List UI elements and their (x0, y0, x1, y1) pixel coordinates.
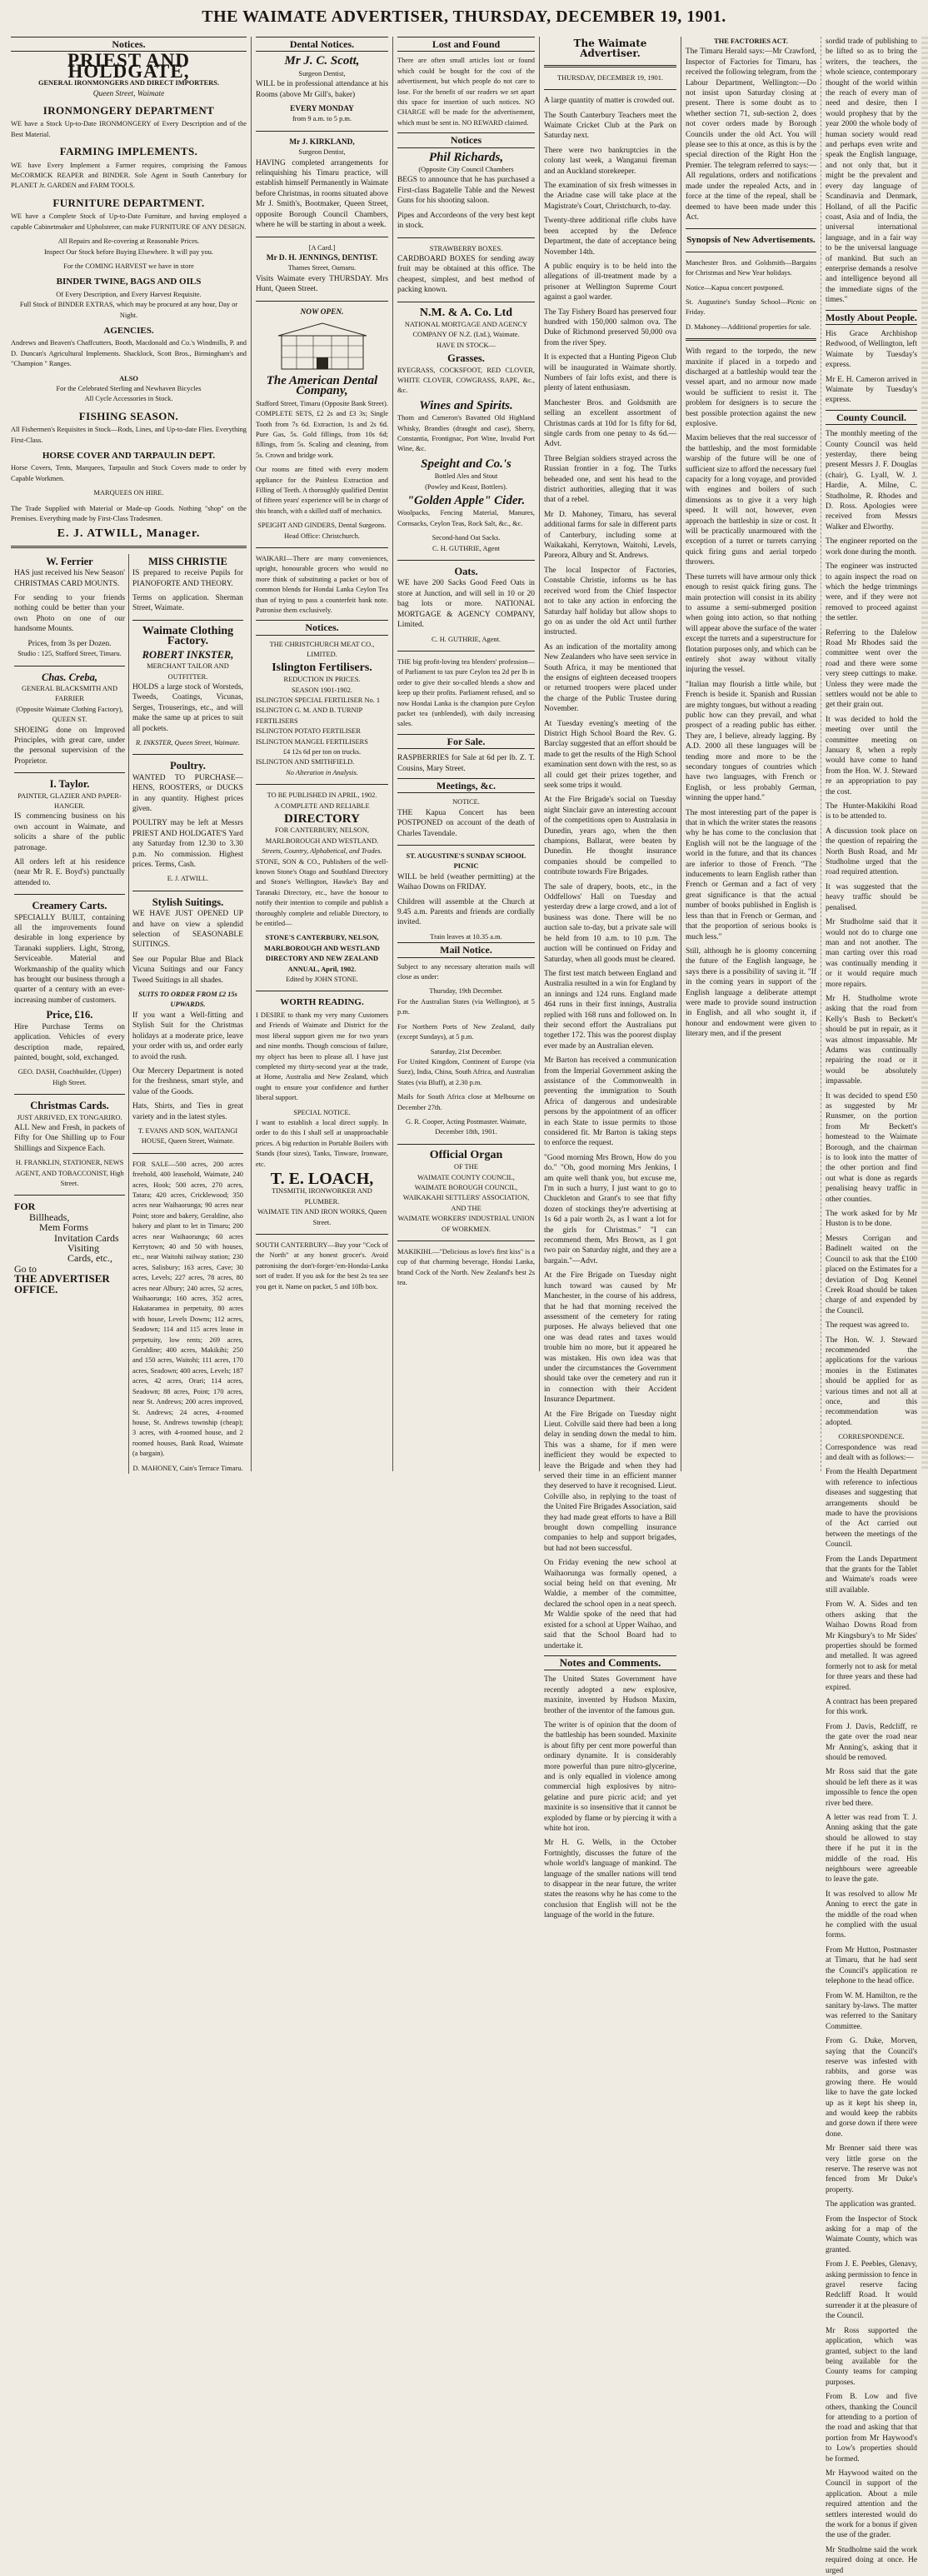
harvest-line-1: For the COMING HARVEST we have in store (63, 262, 194, 270)
inkster-sub: MERCHANT TAILOR AND OUTFITTER. (147, 662, 229, 681)
notes-c5-p2: Maxim believes that the real successor of the battleship, and the most formidable warship of the future will be one of sufficient size to afford the necessary fuel capacity for a long voyage, and provided with engines and boilers of such dimensions as to give it a very high speed. It will not, however, even approach the battleship in size or cost. It will be practically unarmoured with the exception of a turret or turrets carrying quick firing guns and aerial torpedo throwers. (686, 434, 816, 567)
xmas-arrived: JUST ARRIVED, EX TONGARIRO. (17, 1113, 122, 1121)
ferrier-text: HAS just received his New Season' CHRISTMAS CARD MOUNTS. (14, 569, 125, 588)
loach-works: WAIMATE TIN AND IRON WORKS, Queen Street. (257, 1208, 387, 1226)
ferrier-text-2: For sending to your friends nothing could be better than your own Photo on one of our handsome Mounts. (14, 594, 125, 634)
poultry-text-2: POULTRY may be left at Messrs PRIEST AND HOLDGATE'S Yard any Saturday from 12.30 to 3.30 p.m. No commission. Highest prices. Terms, Cash. (132, 819, 243, 869)
special-notice: SPECIAL NOTICE. (293, 1108, 351, 1116)
news-p6: A public enquiry is to be held into the allegations of ill-treatment made by a prisoner at Wellington Supreme Court against a gaol warder. (544, 262, 676, 302)
furniture-repairs: All Repairs and Re-covering at Reasonable Prices. (57, 237, 200, 246)
people-2: Mr E. H. Cameron arrived in Waimate by Tuesday's express. (826, 375, 917, 405)
cc-32: From J. E. Peebles, Glenavy, asking permission to fence in gravel reserve facing Redcliff Road. It would surrender it at the pleasure of the Council. (826, 2260, 917, 2321)
inkster-text: HOLDS a large stock of Worsteds, Tweeds, Coatings, Vicunas, Serges, Trouserings, etc., and will make the same up at prices to suit all pockets. (132, 682, 243, 733)
cc-8: It was suggested that the heavy traffic should be penalised. (826, 882, 917, 912)
agencies-text: Andrews and Beaven's Chaffcutters, Booth, Macdonald and Co.'s Windmills, P. and D. Duncan's Agricultural Implements. Shacklock, Scott Bros., Birmingham's and "Champion " Ranges. (11, 339, 247, 368)
mail-signature: G. R. Cooper, Acting Postmaster. Waimate, December 18th, 1901. (406, 1117, 526, 1136)
priest-holdgate-title: PRIEST AND HOLDGATE, (67, 50, 190, 82)
synopsis-2: Notice—Kapua concert postponed. (686, 283, 784, 292)
column-1-subcolumns (11, 554, 247, 1474)
furniture-inspect: Inspect Our Stock before Buying Elsewhere. It will pay you. (43, 247, 214, 256)
ad-visiting-cards: Visiting Cards, etc., (67, 1242, 112, 1265)
news-p18: Mr Barton has received a communication from the Imperial Government asking the assistance of the Commonwealth in preventing the immigration to South Africa of dangerous and undesirable persons by the appointment of an officer in each State to issue permits to those considered fit. Mr Barton is taking steps to enforce the request. (544, 1056, 676, 1148)
bicycles-line: For the Celebrated Sterling and Newhaven Bicycles (56, 384, 202, 392)
ad-for: FOR (14, 1201, 36, 1213)
now-open: NOW OPEN. (300, 307, 344, 317)
issue-date: THURSDAY, DECEMBER 19, 1901. (556, 73, 664, 82)
worth-reading-heading: WORTH READING. (280, 997, 364, 1008)
fishing-heading: FISHING SEASON. (78, 409, 179, 422)
cc-34: From B. Low and five others, thanking the Council for attending to a portion of the road and asking that that portion from Mr Haywood's to Low's properties should be formed. (826, 2393, 917, 2464)
inkster-signature: R. INKSTER, Queen Street, Waimate. (136, 738, 240, 746)
cc-36: Mr Studholme said the work required doing at once. He urged (826, 2545, 917, 2575)
christie-text-2: Terms on application. Sherman Street, Waimate. (132, 594, 243, 613)
cc-4: Referring to the Dalelow Road Mr Rhodes said the committee went over the road and there were some very steep cuttings to make. Unless they were made the settlers would not be able to get their grain out. (826, 628, 917, 710)
for-sale-header: For Sale. (397, 734, 535, 749)
news-p7: The Tay Fishery Board has preserved four hundred with 150,000 salmon ova. The Duke of Richmond preserved 50,000 ova from the river Spey. (544, 307, 676, 347)
directory-5: STONE'S CANTERBURY, NELSON, MARLBOROUGH AND WESTLAND DIRECTORY AND NEW ZEALAND ANNUAL, April, 1902. (264, 934, 380, 973)
notice-label: NOTICE. (452, 798, 480, 806)
divider (686, 338, 816, 341)
richards-text: BEGS to announce that he has purchased a First-class Bagatelle Table and the Newest Guns for his shooting saloon. (397, 176, 535, 206)
divider (14, 894, 125, 895)
xmas-text: ALL New and Fresh, in packets of Fifty for One Shilling up to Four Shillings and Sixpence Each. (14, 1123, 125, 1153)
stylish-text: WE HAVE JUST OPENED UP and have on view a splendid selection of SEASONABLE SUITINGS. (132, 910, 243, 950)
news-p17: The first test match between England and Australia resulted in a win for England by an innings and 124 runs. England made 464 runs in their first innings, Australia replied with 168 runs and followed on. In their second effort the Australians put together 172. This was the poorest display ever made by an Australian eleven. (544, 969, 676, 1051)
binder-twine: BINDER TWINE, BAGS AND OILS (56, 277, 202, 287)
divider (256, 1234, 388, 1235)
ferrier-prices: Prices, from 3s per Dozen. (27, 639, 112, 648)
cc-30: The application was granted. (826, 2200, 916, 2209)
cc-16: CORRESPONDENCE. (838, 1433, 905, 1441)
notices-header-2: Notices. (256, 620, 388, 635)
cc-21: A contract has been prepared for this work. (826, 1697, 917, 1717)
kirkland-text: HAVING completed arrangements for relinquishing his Timaru practice, will establish himself Permanently in Waimate before Christmas, in rooms situated above Mr J. Smith's, Bootmaker, Queen Street, opposite Borough Council Chambers, where he will be starting in about a week. (256, 158, 388, 230)
cc-10: Mr H. Studholme wrote asking that the road from Kelly's Bush to Beckett's should be put in repair, as it was almost impassable. Mr Adams was continually repairing the road or it would be absolutely impassable. (826, 994, 917, 1086)
divider (686, 228, 816, 229)
divider (256, 131, 388, 132)
organ-5: AND THE (451, 1204, 481, 1212)
divider (11, 546, 247, 548)
price-text: Hire Purchase Terms on application. Vehicles of every description made, repaired, painted, bought, sold, exchanged. (14, 1022, 125, 1062)
creba-text: SHOEING done on Improved Principles, with great care, under the personal supervision of the Proprietor. (14, 726, 125, 766)
notes-p2: The writer is of opinion that the doom of the battleship has been sounded. Maxinite is about fifty per cent more powerful than ordinary dynamite. It is considerably more powerful than pure nitro-glycerine, and is only equalled in violence among commercial high explosives by nitro-gelatine and pure picric acid; and yet maxinite is so insensitive that it cannot be exploded by flame or by piercing it with a white hot iron. (544, 1720, 676, 1833)
notices-header: Notices. (11, 37, 247, 52)
news-p13: As an indication of the mortality among New Zealanders who have seen service in South Africa, it may be mentioned that the ensigns of eighteen deceased troopers or returned troopers were placed under the charge of the Public Trustee during November. (544, 642, 676, 714)
news-p8: It is expected that a Hunting Pigeon Club will be inaugurated in Waimate shortly. Numbers of fair lofts exist, and there is plenty of latent enthusiasm. (544, 353, 676, 393)
mail-1: Subject to any necessary alteration mails will close as under: (397, 962, 535, 981)
people-1: His Grace Archbishop Redwood, of Wellington, left Waimate by Tuesday's express. (826, 329, 917, 370)
xmas-cards-name: Christmas Cards. (30, 1100, 109, 1112)
ad-invitation-cards: Invitation Cards (54, 1231, 119, 1244)
directory-4: Streets, Country, Alphabetical, and Trades. (262, 847, 382, 856)
loach-sub: TINSMITH, IRONWORKER AND PLUMBER. (272, 1187, 372, 1206)
cc-15: The Hon. W. J. Steward recommended the applications for the various monies in the Estimates should be applied for as various times and not all at once, and this recommendation was adopted. (826, 1335, 917, 1427)
notes-comments-header: Notes and Comments. (544, 1655, 676, 1670)
ironmongery-heading: IRONMONGERY DEPARTMENT (42, 104, 215, 117)
news-p21: At the Fire Brigade on Tuesday night Lieut. Colville said there had been a long delay in sending down the medal to him. This was a shame, for if men were inefficient they would be expected to leave the Brigade and when they had served their time in an efficient manner they deserved to have it recognised. Lieut. Colville also, in replying to the toast of the United Fire Brigades Association, said they had made great efforts to have a Bill brought down compelling insurance companies to help and support brigades, but had not been successful. (544, 1410, 676, 1553)
dental-building-illustration (277, 321, 368, 372)
divider (397, 845, 535, 846)
american-dental-sub: Stafford Street, Timaru (Opposite Bank Street). (256, 399, 388, 407)
mail-notice-header: Mail Notice. (397, 942, 535, 957)
factories-act-text: The Timaru Herald says:—Mr Crawford, Inspector of Factories for Timaru, has received the following telegram, from the Labour Department, Wellington:—Do not insist upon Saturday closing at present. There is some doubt as to whether section 71, sub-section 2, does not cover orders made by Borough Councils under the old Act. You will please see to this at once, as this is by the special direction of the Right Hon the Premier. The telegram referred to says:—All regulations, orders and notifications made under the repealed Acts, and in force at the time of the repeal, shall be deemed to have been made under this Act. (686, 47, 816, 222)
notices-header-3: Notices (397, 132, 535, 147)
scott-text: WILL be in professional attendance at his Rooms (above Mr Gill's, baker) (256, 80, 388, 99)
worth-reading-text-3: I want to establish a local direct supply. In order to do this I shall sell at unapproachable prices. A big reduction in Portable Boilers with Stands (four sizes), Tanks, Tinware, Ironware, etc. (256, 1118, 388, 1168)
taylor-text: IS commencing business on his own account in Waimate, and solicits a share of the public patronage. (14, 812, 125, 852)
news-p3: There were two bankruptcies in the colony last week, a Wanganui fireman and an Auckland storekeeper. (544, 146, 676, 176)
cider-oat-sacks: Second-hand Oat Sacks. (432, 534, 501, 542)
divider (132, 1153, 243, 1154)
cc-12: The work asked for by Mr Huston is to be done. (826, 1210, 917, 1229)
lost-found-text: There are often small articles lost or found which could be bought for the cost of the advertisement, but which people do not care to lose. For the benefit of our readers we set apart this space for insertion of such notices. NO CHARGE will be made for the advertisement, which must be sent in. NO REWARD claimed. (397, 57, 535, 127)
divider (132, 754, 243, 755)
richards-text-2: Pipes and Accordeons of the very best kept in stock. (397, 211, 535, 231)
christie-text: IS prepared to receive Pupils for PIANOFORTE AND THEORY. (132, 569, 243, 588)
taylor-text-2: All orders left at his residence (near Mr R. E. Boyd's) punctually attended to. (14, 858, 125, 887)
cycle-accessories: All Cycle Accessories in Stock. (84, 395, 173, 403)
divider (132, 620, 243, 621)
islington-2: SEASON 1901-1902. (291, 686, 353, 694)
people-header: Mostly About People. (826, 310, 917, 325)
divider (256, 784, 388, 785)
trade-text: The Trade Supplied with Material or Made-up Goods. Nothing "shop" on the Premises. Everything made by First-Class Tradesmen. (11, 504, 247, 523)
divider (14, 1195, 125, 1196)
islington-6: ISLINGTON MANGEL FERTILISERS (256, 737, 368, 746)
loach-name: T. E. LOACH, (270, 1169, 374, 1188)
cc-26: From Mr Hutton, Postmaster at Timaru, that he had sent the Council's application re telephone to the head office. (826, 1945, 917, 1986)
synopsis-1: Manchester Bros. and Goldsmith—Bargains for Christmas and New Year holidays. (686, 258, 816, 277)
mail-2: Thursday, 19th December. (429, 987, 503, 996)
notes-p1: The United States Government have recently adopted a new explosive, maxinite, invented by Hudson Maxim, brother of the inventor of the famous gun. (544, 1675, 676, 1715)
cc-23: Mr Ross said that the gate should be left there as it was impossible to fence the open river bed there. (826, 1768, 917, 1808)
cc-18: From the Health Department with reference to infectious diseases and suggesting that arrangements should be made to have the provisions of the Act carried out between the meetings of the Council. (826, 1468, 917, 1550)
cc-17: Correspondence was read and dealt with as follows:— (826, 1443, 917, 1462)
poultry-signature: E. J. ATWILL. (167, 875, 209, 883)
ad-go-to: Go to (14, 1262, 37, 1275)
divider (14, 772, 125, 773)
creba-address: (Opposite Waimate Clothing Factory), QUEEN ST. (16, 705, 123, 724)
horse-cover-text: Horse Covers, Tents, Marquees, Tarpaulin and Stock Covers made to order by Capable Workmen. (11, 464, 247, 482)
nma-name: N.M. & A. Co. Ltd (419, 306, 513, 319)
notes-c5-p3: These turrets will have armour only thick enough to resist quick firing guns. The main protection will consist in its ability to assume a semi-submerged position when going into action, so that nothing will appear above the surface of the water except the turrets and a superstructure for flotation purposes only, and which can be entirely shot away without vitally injuring the vessel. (686, 572, 816, 675)
cc-22: From J. Davis, Redcliff, re the gate over the road near Mr Anning's, asking that it should be removed. (826, 1722, 917, 1762)
divider (397, 560, 535, 561)
column-5 (681, 37, 821, 1471)
strawberry-heading: STRAWBERRY BOXES. (429, 244, 503, 252)
news-p10: Three Belgian soldiers strayed across the Russian frontier in a fog. The Turks beheaded one, and sent his head to the district authorities, alleging that it was that of a rebel. (544, 454, 676, 505)
stylish-text-5: Our Mercery Department is noted for the freshness, smart style, and value of the Goods. (132, 1066, 243, 1096)
clothing-factory-name: Waimate Clothing Factory. (142, 624, 234, 648)
nma-in-stock: HAVE IN STOCK— (437, 341, 496, 349)
card-label: [A Card.] (308, 243, 336, 252)
cc-35: Mr Haywood waited on the Council in support of the application. About a mile required attention and the settlers interested would do the work for a bonus if given the use of the grader. (826, 2469, 917, 2540)
islington-5: ISLINGTON POTATO FERTILISER (256, 727, 362, 736)
news-p4: The examination of six fresh witnesses in the Ariadne case will take place at the Magistrate's Court, Christchurch, to-day. (544, 182, 676, 211)
column-4 (539, 37, 681, 1920)
strawberry-text: CARDBOARD BOXES for sending away fruit may be obtained at this office. The cheapest, simplest, and best method of packing known. (397, 254, 535, 295)
notes-c5-p5: The most interesting part of the paper is that in which the writer states the reasons why he has come to the conclusion that English will not be the language of the world in the future, and that its chances are inferior to those of French. "The inducements to learn English rather than French or German and a fact of very great significance is that the actual number of books published in English is less than that in French or German, and that the proportion of serious books is much less." (686, 808, 816, 941)
oats-heading: Oats. (454, 566, 478, 578)
county-council-header: County Council. (826, 410, 917, 425)
synopsis-3: St. Augustine's Sunday School—Picnic on Friday. (686, 297, 816, 317)
creba-name: Chas. Creba, (41, 671, 98, 683)
cc-14: The request was agreed to. (826, 1321, 910, 1330)
scott-every-monday: EVERY MONDAY (290, 105, 354, 114)
divider (14, 1094, 125, 1095)
stylish-suits: SUITS TO ORDER FROM £2 15s UPWARDS. (138, 991, 237, 1009)
oats-signature: C. H. GUTHRIE, Agent. (431, 635, 501, 643)
cc-19: From the Lands Department that the grants for the Tablet and Waimate's roads were still available. (826, 1555, 917, 1595)
richards-sub: (Opposite City Council Chambers (418, 166, 514, 174)
cc-28: From G. Duke, Morven, saying that the Council's reserve was infested with rabbits, and gorse was growing there. He would like to have the gate locked up as it kept his sheep in, and would keep the rabbits and gorse down if there were done. (826, 2037, 917, 2139)
meetings-header: Meetings, &c. (397, 778, 535, 793)
farming-text: WE have Every Implement a Farmer requires, comprising the Famous McCORMICK REAPER and BINDER. Sole Agent in South Canterbury for PLANET Jr. GARDEN and FARM TOOLS. (11, 161, 247, 190)
subcolumn-left (11, 554, 128, 1474)
taylor-sub: PAINTER, GLAZIER AND PAPER-HANGER. (17, 791, 122, 810)
ironmongery-text: WE have a Stock Up-to-Date IRONMONGERY of Every Description and of the Best Material. (11, 120, 247, 138)
ad-billheads: Billheads, (29, 1211, 70, 1223)
news-p5: Twenty-three additional rifle clubs have been accepted by the Defence Department, the date of acceptance being November 14th. (544, 217, 676, 257)
islington-1: REDUCTION IN PRICES. (283, 676, 361, 684)
islington-name: Islington Fertilisers. (272, 661, 372, 674)
page-edge (921, 37, 928, 1471)
speight-name: Speight and Co.'s (421, 457, 511, 471)
cc-7: A discussion took place on the question of repairing the North Bush Road, and Mr Studholme urged that the road required attention. (826, 826, 917, 877)
news-p11: Mr D. Mahoney, Timaru, has several additional farms for sale in different parts of Canterbury, including some at Waikakahi, Kerrytown, Waitohi, Levels, Pareora, Albury and St. Andrews. (544, 510, 676, 561)
column-1 (7, 37, 251, 1471)
harvest-line-4: Full Stock of BINDER EXTRAS, which may be procured at any hour, Day or Night. (19, 301, 238, 319)
mail-7: Mails for South Africa close at Melbourne on December 27th. (397, 1093, 535, 1111)
golden-apple-cider: "Golden Apple" Cider. (407, 494, 526, 508)
agencies-heading: AGENCIES. (103, 325, 154, 336)
kirkland-name: Mr J. KIRKLAND, (289, 137, 355, 147)
notes-c5-p4: "Italian may flourish a little while, but French is beside it. Spanish and Russian are mighty tongues, but without a reading public how can they prevail, and what prospect of a reading public has either. They are, I believe, already lagging. By A.D. 2000 all these languages will be tending more and more to be the secondary tongues of countries which have two languages, with French or English, or less probably German, winning the upper hand." (686, 680, 816, 803)
kirkland-sub: Surgeon Dentist, (298, 148, 346, 157)
organ-2: WAIMATE COUNTY COUNCIL, (417, 1173, 515, 1181)
divider (544, 89, 676, 90)
cider-text: Woolpacks, Fencing Material, Manures, Cornsacks, Ceylon Teas, Rock Salt, &c., &c. (397, 509, 535, 527)
notes-c5-p6: Still, although he is gloomy concerning the future of the English language, he says there is a possibility of saving it. "If in the coming years in support of the English language a deliberate attempt were made to provide sound instruction in English, and all who sought it, if honour and endowment were given to literary men, and if the present (686, 946, 816, 1039)
speight-sub: Bottled Ales and Stout (434, 472, 498, 481)
picnic-train: Train leaves at 10.35 a.m. (430, 932, 502, 941)
column-6 (821, 37, 921, 2575)
news-p14: At Tuesday evening's meeting of the District High School Board the Rev. G. Barclay suggested that an effort should be made to get the results of the High School examination sent down with the rest, so as all could get their prizes together, and seek some trips it would. (544, 719, 676, 790)
news-p20: At the Fire Brigade on Tuesday night lunch toward was caused by Mr Manchester, in the course of his address, that he had that morning received the assessment of the cemetery for rating purposes. He always believed that one one was dead rates and taxes would trouble him no more, but it appeared he was mistaken. His own idea was that under the circumstances the Government should take over the cemetery and run it in connection with their Accident Insurance Department. (544, 1271, 676, 1405)
ad-mem-forms: Mem Forms (39, 1221, 89, 1234)
islington-4: ISLINGTON G. M. AND B. TURNIP FERTILISERS (256, 706, 362, 725)
cc-27: From W. M. Hamilton, re the sanitary by-laws. The matter was referred to the Sanitary Committee. (826, 1991, 917, 2031)
cc-20: From W. A. Sides and ten others asking that the Waihao Downs Road from Mr Kingsbury's to Mr Sides' properties should be formed and metalled. It was agreed formerly not to ask for metal for three years and these had expired. (826, 1600, 917, 1692)
divider (256, 301, 388, 302)
mail-5: Saturday, 21st December. (430, 1047, 502, 1056)
cc-29: Mr Brenner said there was very little gorse on the reserve. The reserve was not fenced from Mr Duke's property. (826, 2144, 917, 2194)
directory-2: A COMPLETE AND RELIABLE (274, 801, 370, 810)
stylish-text-4: If you want a Well-fitting and Stylish Suit for the Christmas holidays at a moderate price, leave your order with us, and order early to avoid the rush. (132, 1011, 243, 1061)
synopsis-4: D. Mahoney—Additional properties for sale. (686, 322, 811, 331)
american-dental-name: The American Dental Company, (266, 373, 378, 398)
organ-4: WAIKAKAHI SETTLERS' ASSOCIATION, (402, 1194, 530, 1202)
harvest-line-3: Of Every Description, and Every Harvest Requisite. (56, 290, 202, 298)
directory-text: STONE, SON & CO., Publishers of the well-known Stone's Otago and Southland Directory and Stone's Wellington, Hawke's Bay and Taranaki Directory, etc., have the honour to notify their intention to compile and publish a thoroughly complete and reliable Directory, to be entitled— (256, 857, 388, 928)
inkster-name: ROBERT INKSTER, (142, 648, 234, 661)
divider (397, 1144, 535, 1145)
official-organ-heading: Official Organ (429, 1148, 503, 1161)
islington-9: No Alteration in Analysis. (286, 768, 358, 776)
farms-signature: D. MAHONEY, Cain's Terrace Timaru. (132, 1464, 243, 1472)
directory-6: Edited by JOHN STONE. (286, 976, 358, 984)
news-p12: The local Inspector of Factories, Constable Christie, informs us he has received word from the Chief Inspector not to take any action in enforcing the Saturday half holiday but allow shops to go on as under the old Act until further instructed. (544, 566, 676, 637)
jennings-name: Mr D. H. JENNINGS, DENTIST. (266, 253, 378, 262)
ferrier-name: W. Ferrier (46, 555, 93, 567)
stylish-text-6: Hats, Shirts, and Ties in great variety and in the latest styles. (132, 1102, 243, 1121)
poultry-name: Poultry. (170, 760, 206, 772)
price-signature: GEO. DASH, Coachbuilder, (Upper) High Street. (17, 1068, 122, 1086)
subcolumn-right (128, 554, 247, 1474)
firm-address: Queen Street, Waimate (92, 89, 165, 98)
cc-24: A letter was read from T. J. Anning asking that the gate should be allowed to stay there if he put it in the middle of the road. His neighbours were agreeable to leave the gate. (826, 1814, 917, 1885)
mail-4: For Northern Ports of New Zealand, daily (except Sundays), at 5 p.m. (397, 1022, 535, 1041)
wines-text: Thom and Cameron's Bavatted Old Highland Whisky, Brandies (draught and case), Sherry, Constantia, Frontignac, Port Wine, Invalid Port Wine, &c. (397, 414, 535, 453)
picnic-heading: ST. AUGUSTINE'S SUNDAY SCHOOL PICNIC (406, 852, 526, 871)
organ-6: WAIMATE WORKERS' INDUSTRIAL UNION OF WORKMEN. (397, 1215, 535, 1233)
organ-3: WAIMATE BOROUGH COUNCIL, (414, 1183, 518, 1191)
creamery-text: SPECIALLY BUILT, containing all the improvements found desirable in long experience by Taranaki suppliers. Light, Strong, Serviceable. Material and Workmanship of the quality which has brought our business through a quarter of a century with an ever-increasing number of customers. (14, 913, 125, 1005)
wines-heading: Wines and Spirits. (419, 398, 513, 412)
american-dental-signature: SPEIGHT AND GINDERS, Dental Surgeons. Head Office: Christchurch. (257, 522, 387, 540)
farms-for-sale-text: FOR SALE—500 acres, 200 acres freehold, 400 leasehold, Waimate, 240 acres, Hook; 500 acres, 270 acres, Tatara; 420 acres, Cricklewood; 350 acres near Waihaorunga; 90 acres near Point; store and bakery, Geraldine, also bakery and plant to let in Timaru; 200 acres near Waihaorunga; 60 acres Kerrytown; 40 and 50 with houses, etc., near Waitohi railway station; 230 acres, Salisbury; 163 acres, Cave; 30 acres, Levels; 227 acres, 78 acres, 80 acres near Albury; 240 acres, 52 acres, Waihaorunga; 160 acres, 352 acres, Hakataramea in perpetuity, 80 acres with house, Levels Downs; 112 acres, Seadown; 114 and 115 acres lease in perpetuity, low rents; 269 acres, Geraldine; 400 acres, Makikihi; 250 and 150 acres, Waitohi; 111 acres, 170 acres, Seadown; 400 acres, Levels; 187 acres, 42 acres, Orari; 114 acres, Seadown; 88 acres, Point; 170 acres, near St. Andrews; 200 acres improved, St. Andrews; 24 acres, 4-roomed house, St. Andrews township (cheap); 3 acres, with 4-roomed house, and 2 roomed houses, Bank Road, Waimate (a bargain). (132, 1160, 243, 1458)
creba-sub: GENERAL BLACKSMITH AND FARRIER (21, 684, 118, 703)
directory-1: TO BE PUBLISHED IN APRIL, 1902. (267, 791, 377, 800)
cc-9: Mr Studholme said that it would not do to charge one man and not another. The man carting over this road was continually mending it or it would require much more repairs. (826, 918, 917, 989)
farming-heading: FARMING IMPLEMENTS. (59, 145, 198, 158)
manager-signature: E. J. ATWILL, Manager. (57, 527, 201, 541)
cc-3: The engineer was instructed to again inspect the road on which the hedge trimmings were, and if they were not removed to proceed against the settler. (826, 562, 917, 623)
islington-8: ISLINGTON AND SMITHFIELD. (256, 758, 355, 766)
cc-6: The Hunter-Makikihi Road is to be attended to. (826, 802, 917, 821)
cc-2: The engineer reported on the work done during the month. (826, 537, 917, 557)
news-p19: "Good morning Mrs Brown, How do you do." "Oh, good morning Mrs Jenkins, I am quite well thank you, but excuse me, I'm in such a hurry, I just want to go to Chuckleton and Grant's to see that fifty dozen of stockings they're advertising at 1s 6d a pair worth 2s, as I want a lot for the girls for Christmas." "I can recommend them, Mrs Brown, as I got two pair on Saturday night, and they are a bargain."—Advt. (544, 1153, 676, 1266)
scott-hours: from 9 a.m. to 5 p.m. (292, 115, 352, 123)
factories-act-heading: THE FACTORIES ACT. (714, 37, 788, 45)
makikihi-text: MAKIKIHI.—"Delicious as love's first kiss" is a cup of that charming beverage, Hondai Lanka, brand Cock of the North. New Zealand's best 2s tea. (397, 1248, 535, 1287)
also-label: ALSO (119, 374, 138, 382)
scott-sub: Surgeon Dentist, (298, 69, 346, 77)
oats-text: WE have 200 Sacks Good Feed Oats in store at Junction, and will sell in 10 or 20 bag lots or more. NATIONAL MORTGAGE & AGENCY COMPANY, Limited. (397, 579, 535, 630)
poultry-text: WANTED TO PURCHASE— HENS, ROOSTERS, or DUCKS in any quantity. Highest prices given. (132, 773, 243, 813)
furniture-heading: FURNITURE DEPARTMENT. (52, 196, 205, 209)
news-p22: On Friday evening the new school at Waihaorunga was formally opened, a social being held on that evening. Mr Waldie, a member of the committee, declared the school open in a neat speech. Mr Waldie spoke of the need that had existed for a school at Upper Waihao, and said that the School Board had to undertake it. (544, 1559, 676, 1650)
cc-13: Messrs Corrigan and Badinelt waited on the Council to ask that the £100 placed on the Estimates for a deviation of Dog Kennel Creek Road should be taken charge of and expended by the Council. (826, 1234, 917, 1315)
cider-signature: C. H. GUTHRIE, Agent (432, 544, 500, 552)
cc-1: The monthly meeting of the County Council was held yesterday, there being present Messrs J. F. Douglas (chair), G. Lyall, W. J. Hardie, A. Milne, C. Studholme, R. Rhodes and D. Ross. Apologies were received from Messrs Walker and Elworthy. (826, 430, 917, 532)
synopsis-heading: Synopsis of New Advertisements. (686, 235, 816, 246)
divider (256, 547, 388, 548)
directory-name: DIRECTORY (284, 811, 360, 826)
stylish-name: Stylish Suitings. (152, 896, 224, 908)
divider (544, 65, 676, 67)
christchurch-meat: THE CHRISTCHURCH MEAT CO., LIMITED. (269, 640, 375, 659)
news-p2: The South Canterbury Teachers meet the Waimate Cricket Club at the Park on Saturday next. (544, 111, 676, 141)
south-canterbury-tea-text: SOUTH CANTERBURY—Buy your "Cock of the North" at any honest grocer's. Avoid patronising the don't-forget-'em-Hondai-Lanka sort of trader. If you ask for the best 2s tea see you get it. Name on packet, 5 and 10lb box. (256, 1241, 388, 1290)
column-3 (392, 37, 539, 1471)
notes-c5-p1: With regard to the torpedo, the new maxinite if placed in a torpedo and discharged at a battleship would tear the vessel apart, and no armour now made would be sufficient to resist it. The problem for designers is to secure the best possible protection against the new explosive. (686, 347, 816, 428)
richards-name: Phil Richards, (428, 150, 504, 164)
column-2 (251, 37, 392, 1471)
directory-3: FOR CANTERBURY, NELSON, MARLBOROUGH AND WESTLAND. (265, 826, 379, 845)
scott-name: Mr J. C. Scott, (284, 54, 360, 68)
furniture-text: WE have a Complete Stock of Up-to-Date Furniture, and having employed a capable Cabinetmaker and Upholsterer, can make FURNITURE OF ANY DESIGN. (11, 212, 247, 231)
cc-25: It was resolved to allow Mr Anning to erect the gate in the middle of the road when he complied with the usual forms. (826, 1890, 917, 1940)
taylor-name: I. Taylor. (49, 778, 90, 791)
dental-header: Dental Notices. (256, 37, 388, 52)
mail-6: For United Kingdom, Continent of Europe (via Suez), India, China, South Africa, and Australian States (via Bluff), at 2.30 p.m. (397, 1057, 535, 1086)
jennings-sub: Thames Street, Oamaru. (287, 264, 357, 272)
news-p16: The sale of drapery, boots, etc., in the Oddfellows' Hall on Tuesday and yesterday drew a large crowd, and a lot of business was done. There will be no auction sale to-day, but a private sale will be held from 10 a.m. to 10 p.m. The auction will be continued on Friday and Saturday, when all goods must be cleared. (544, 882, 676, 964)
picnic-text-2: Children will assemble at the Church at 9.45 a.m. Parents and friends are cordially invited. (397, 897, 535, 927)
organ-1: OF THE (454, 1163, 478, 1171)
christie-name: MISS CHRISTIE (148, 555, 227, 567)
raspberries-text: RASPBERRIES for Sale at 6d per lb. Z. T. Cousins, Mary Street. (397, 754, 535, 773)
xmas-signature: H. FRANKLIN, STATIONER, NEWS AGENT, AND TOBACCONIST, High Street. (15, 1159, 124, 1187)
cc-33: Mr Ross supported the application, which was granted, subject to the land being available for the County teams for camping purposes. (826, 2326, 917, 2387)
stylish-signature: T. EVANS AND SON, WAITANGI HOUSE, Queen Street, Waimate. (137, 1126, 238, 1146)
fishing-text: All Fishermen's Requisites in Stock—Rods, Lines, and Up-to-date Flies. Everything First-Class. (11, 426, 247, 444)
cc-5: It was decided to hold the meeting over until the committee meeting on January 8, when a reply would have come to hand from the Hon. W. J. Steward re an appropriation to pay the cost. (826, 715, 917, 796)
news-p15: At the Fire Brigade's social on Tuesday night Sinclair gave an interesting account of the competitions open to Australasia in Dunedin, years ago, when the then champions, Ballarat, were beaten by Dunedin. He thought insurance companies should be compelled to contribute towards Fire Brigades. (544, 796, 676, 877)
jennings-text: Visits Waimate every THURSDAY. Mrs Hunt, Queen Street. (256, 274, 388, 294)
lost-found-header: Lost and Found (397, 37, 535, 52)
ferrier-studio: Studio : 125, Stafford Street, Timaru. (17, 650, 122, 658)
masthead (0, 0, 928, 33)
price-name: Price, £16. (46, 1009, 93, 1021)
creamery-name: Creamery Carts. (32, 900, 107, 912)
grasses-text: RYEGRASS, COCKSFOOT, RED CLOVER, WHITE CLOVER, COWGRASS, RAPE, &c., &c. (397, 366, 535, 395)
news-p1: A large quantity of matter is crowded out. (544, 97, 675, 106)
notes-c6-continued: sordid trade of publishing to be lifted so as to bring the writers, the teachers, the whole science, contemporary thought of the world within the reach of every man of need and desire, then I would prophesy that by the year 2000 the whole body of human society would read and perhaps even write and speak the English language, and not only that, but it might be the prevalent and every day language of Scandinavia and Denmark, Holland, of all the Pacific coast, Asia and of India, the universal international language, and in a fair way to be the universal language of mankind. But such an enterprise demands a resolve and intelligence beyond all the immediate signs of the times." (826, 37, 917, 305)
cc-31: From the Inspector of Stock asking for a map of the Waimate County, which was granted. (826, 2214, 917, 2254)
kapua-text: THE Kapua Concert has been POSTPONED on account of the death of Charles Tavendale. (397, 808, 535, 838)
newspaper-nameplate: The Waimate Advertiser. (573, 37, 647, 60)
picnic-text: WILL be held (weather permitting) at the Waihao Downs on FRIDAY. (397, 872, 535, 892)
waikari-tea-text: WAIKARI—There are many conveniences, upright, honourable grocers who would no more think of substituting a packet or box of common blends for Hondai Lanka Ceylon Tea than of trying to pass a counterfeit bank note. Patronise them exclusively. (256, 555, 388, 615)
nma-sub: NATIONAL MORTGAGE AND AGENCY COMPANY OF N.Z. (Ltd.), Waimate. (404, 320, 528, 339)
american-dental-text-2: Our rooms are fitted with every modern appliance for the Painless Extraction and Filling of Teeth. A thoroughly qualified Dentist of fifteen years' experience will be in charge of this branch, with a skilled staff of mechanics. (256, 466, 388, 515)
masthead-title: THE WAIMATE ADVERTISER, THURSDAY, DECEMBER 19, 1901. (202, 7, 726, 26)
ad-office: THE ADVERTISER OFFICE. (14, 1272, 110, 1295)
speight-bottlers: (Powley and Keast, Bottlers). (425, 482, 507, 491)
news-p9: Manchester Bros. and Goldsmith are selling an excellent assortment of Christmas cards at 10d for 1s fifty for 6d, single cards from one penny to 4s 6d.—Advt. (544, 398, 676, 449)
horse-cover-heading: HORSE COVER AND TARPAULIN DEPT. (42, 451, 216, 461)
divider (397, 237, 535, 238)
american-dental-text: COMPLETE SETS, £2 2s and £3 3s; Single Tooth from 7s 6d. Extraction, 1s and 2s 6d. Pure Gas, 5s. Gold fillings, from 10s 6d; fillings, from 5s. Scaling and cleaning, from 5s. Crown and bridge work. (256, 410, 388, 459)
notes-p3: Mr H. G. Wells, in the October Fortnightly, discusses the future of the whole world's language of mankind. The language of the smaller nations will tend to disappear in the near future, the writer states the reasons why he has come to the conclusion that English will not be the language of the world in the future. (544, 1839, 676, 1920)
cc-11: It was decided to spend £50 as suggested by Mr Runsmer, on the portion from Mr Beckett's homestead to the Waimate Borough, and the chairman is to look into the matter of the other portion and find out what is done as regards penalising heavy traffic in other counties. (826, 1091, 917, 1204)
islington-3: ISLINGTON SPECIAL FERTILISER No. 1 (256, 696, 381, 704)
mail-3: For the Australian States (via Wellington), at 5 p.m. (397, 997, 535, 1016)
worth-reading-text: I DESIRE to thank my very many Customers and Friends of Waimate and District for the most liberal support given me for two years and nine months. Though conscious of failure, my object has been to please all. I have just completed my thirty-second year at the trade, at Home, Australia and New Zealand, which ought to ensure your confidence and further liberal support. (256, 1011, 388, 1102)
grasses-heading: Grasses. (447, 352, 485, 365)
tea-blenders-text: THE big profit-loving tea blenders' profession—of Parliament to tax pure Ceylon tea 2d per lb in order to give their so-called blends a show and keep up their profits. Parliament refused, and so now Hondai Lanka is the champion pure Ceylon packet tea (unblended), with daily increasing sales. (397, 657, 535, 728)
firm-subtitle: GENERAL IRONMONGERS AND DIRECT IMPORTERS. (37, 79, 220, 87)
islington-7: £4 12s 6d per ton on trucks. (282, 747, 362, 756)
marquees-line: MARQUEES ON HIRE. (93, 489, 164, 497)
stylish-text-2: See our Popular Blue and Black Vicuna Suitings and our Fancy Tweed Suitings in all shades. (132, 955, 243, 985)
advertiser-office-ad (14, 1201, 125, 1295)
